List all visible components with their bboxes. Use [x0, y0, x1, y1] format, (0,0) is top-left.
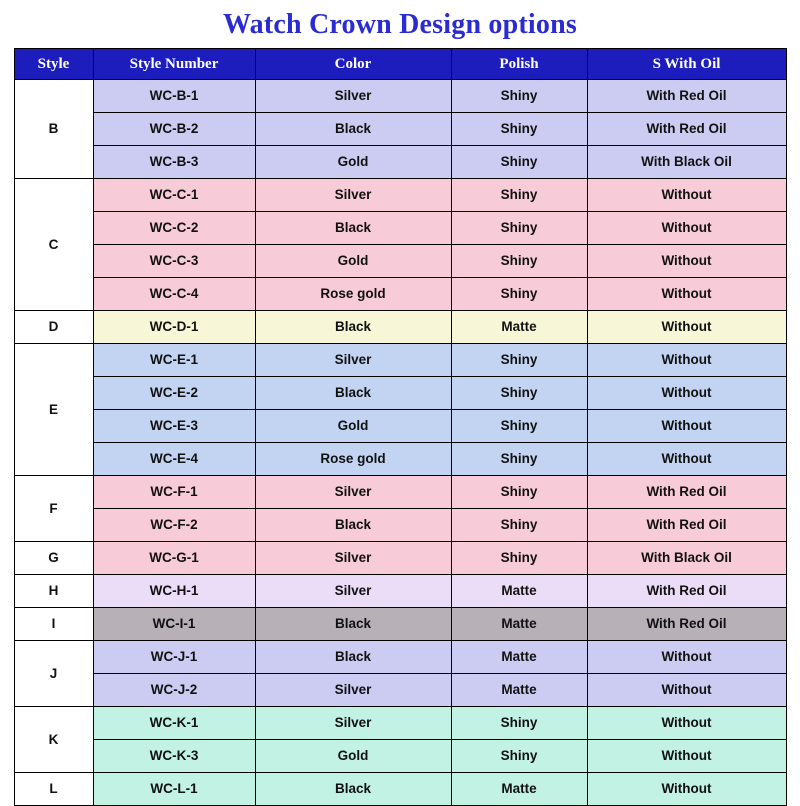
column-header-color: Color [255, 49, 451, 80]
cell-s-with-oil: Without [587, 707, 786, 740]
table-header [14, 49, 786, 80]
cell-style-number: WC-C-1 [93, 179, 255, 212]
table-row [14, 674, 786, 707]
cell-color: Black [255, 509, 451, 542]
cell-color: Gold [255, 410, 451, 443]
cell-color: Gold [255, 740, 451, 773]
table-row [14, 542, 786, 575]
cell-polish: Shiny [451, 179, 587, 212]
cell-s-with-oil: With Black Oil [587, 542, 786, 575]
cell-polish: Shiny [451, 542, 587, 575]
table-body [14, 80, 786, 806]
cell-color: Black [255, 641, 451, 674]
cell-s-with-oil: Without [587, 179, 786, 212]
cell-style-number: WC-E-4 [93, 443, 255, 476]
table-row [14, 707, 786, 740]
cell-polish: Shiny [451, 443, 587, 476]
cell-style-number: WC-I-1 [93, 608, 255, 641]
page-title: Watch Crown Design options [223, 9, 577, 40]
cell-color: Silver [255, 542, 451, 575]
cell-s-with-oil: Without [587, 773, 786, 806]
column-header-s-with-oil: S With Oil [587, 49, 786, 80]
cell-polish: Matte [451, 575, 587, 608]
cell-s-with-oil: With Black Oil [587, 146, 786, 179]
cell-color: Black [255, 377, 451, 410]
cell-style-number: WC-E-3 [93, 410, 255, 443]
cell-polish: Shiny [451, 146, 587, 179]
cell-s-with-oil: With Red Oil [587, 608, 786, 641]
cell-polish: Matte [451, 311, 587, 344]
cell-style-number: WC-F-2 [93, 509, 255, 542]
cell-style-number: WC-B-1 [93, 80, 255, 113]
cell-style-number: WC-B-2 [93, 113, 255, 146]
cell-polish: Shiny [451, 707, 587, 740]
cell-s-with-oil: Without [587, 377, 786, 410]
cell-s-with-oil: With Red Oil [587, 113, 786, 146]
style-group-cell: B [14, 80, 93, 179]
cell-style-number: WC-L-1 [93, 773, 255, 806]
cell-polish: Shiny [451, 80, 587, 113]
cell-color: Black [255, 113, 451, 146]
cell-style-number: WC-J-2 [93, 674, 255, 707]
cell-s-with-oil: Without [587, 311, 786, 344]
cell-s-with-oil: With Red Oil [587, 80, 786, 113]
cell-color: Rose gold [255, 443, 451, 476]
cell-style-number: WC-K-3 [93, 740, 255, 773]
cell-s-with-oil: With Red Oil [587, 509, 786, 542]
style-group-cell: H [14, 575, 93, 608]
cell-polish: Matte [451, 674, 587, 707]
cell-style-number: WC-E-1 [93, 344, 255, 377]
table-row [14, 179, 786, 212]
cell-color: Rose gold [255, 278, 451, 311]
table-row [14, 146, 786, 179]
cell-style-number: WC-C-2 [93, 212, 255, 245]
style-group-cell: F [14, 476, 93, 542]
style-group-cell: I [14, 608, 93, 641]
table-row [14, 575, 786, 608]
style-group-cell: C [14, 179, 93, 311]
cell-color: Silver [255, 179, 451, 212]
table-row [14, 80, 786, 113]
column-header-style-number: Style Number [93, 49, 255, 80]
watch-crown-options-table [14, 48, 787, 806]
table-row [14, 476, 786, 509]
cell-color: Black [255, 773, 451, 806]
cell-polish: Shiny [451, 344, 587, 377]
cell-polish: Shiny [451, 509, 587, 542]
cell-polish: Shiny [451, 278, 587, 311]
table-row [14, 278, 786, 311]
cell-style-number: WC-C-3 [93, 245, 255, 278]
table-row [14, 641, 786, 674]
cell-polish: Shiny [451, 377, 587, 410]
style-group-cell: E [14, 344, 93, 476]
cell-s-with-oil: With Red Oil [587, 575, 786, 608]
cell-color: Black [255, 212, 451, 245]
table-row [14, 245, 786, 278]
table-row [14, 773, 786, 806]
cell-color: Silver [255, 80, 451, 113]
cell-style-number: WC-J-1 [93, 641, 255, 674]
cell-polish: Shiny [451, 476, 587, 509]
cell-style-number: WC-H-1 [93, 575, 255, 608]
cell-color: Silver [255, 674, 451, 707]
style-group-cell: K [14, 707, 93, 773]
table-row [14, 740, 786, 773]
style-group-cell: D [14, 311, 93, 344]
cell-color: Black [255, 608, 451, 641]
cell-style-number: WC-G-1 [93, 542, 255, 575]
cell-s-with-oil: Without [587, 344, 786, 377]
cell-color: Silver [255, 344, 451, 377]
cell-s-with-oil: Without [587, 443, 786, 476]
cell-s-with-oil: Without [587, 245, 786, 278]
cell-s-with-oil: Without [587, 674, 786, 707]
cell-style-number: WC-C-4 [93, 278, 255, 311]
cell-color: Silver [255, 707, 451, 740]
style-group-cell: G [14, 542, 93, 575]
cell-s-with-oil: Without [587, 410, 786, 443]
column-header-style: Style [14, 49, 93, 80]
cell-s-with-oil: Without [587, 278, 786, 311]
column-header-polish: Polish [451, 49, 587, 80]
table-row [14, 443, 786, 476]
cell-s-with-oil: Without [587, 212, 786, 245]
cell-polish: Shiny [451, 113, 587, 146]
cell-s-with-oil: Without [587, 641, 786, 674]
cell-polish: Matte [451, 608, 587, 641]
cell-color: Gold [255, 245, 451, 278]
cell-color: Silver [255, 575, 451, 608]
cell-style-number: WC-B-3 [93, 146, 255, 179]
cell-polish: Shiny [451, 740, 587, 773]
table-row [14, 212, 786, 245]
cell-style-number: WC-D-1 [93, 311, 255, 344]
cell-polish: Shiny [451, 212, 587, 245]
cell-s-with-oil: Without [587, 740, 786, 773]
cell-color: Gold [255, 146, 451, 179]
cell-style-number: WC-F-1 [93, 476, 255, 509]
table-row [14, 344, 786, 377]
cell-style-number: WC-K-1 [93, 707, 255, 740]
table-row [14, 113, 786, 146]
table-row [14, 377, 786, 410]
cell-polish: Matte [451, 773, 587, 806]
cell-polish: Shiny [451, 245, 587, 278]
cell-s-with-oil: With Red Oil [587, 476, 786, 509]
table-row [14, 509, 786, 542]
cell-color: Black [255, 311, 451, 344]
table-row [14, 311, 786, 344]
cell-polish: Matte [451, 641, 587, 674]
table-row [14, 608, 786, 641]
style-group-cell: J [14, 641, 93, 707]
cell-style-number: WC-E-2 [93, 377, 255, 410]
cell-color: Silver [255, 476, 451, 509]
cell-polish: Shiny [451, 410, 587, 443]
style-group-cell: L [14, 773, 93, 806]
table-header-row [14, 49, 786, 80]
table-row [14, 410, 786, 443]
